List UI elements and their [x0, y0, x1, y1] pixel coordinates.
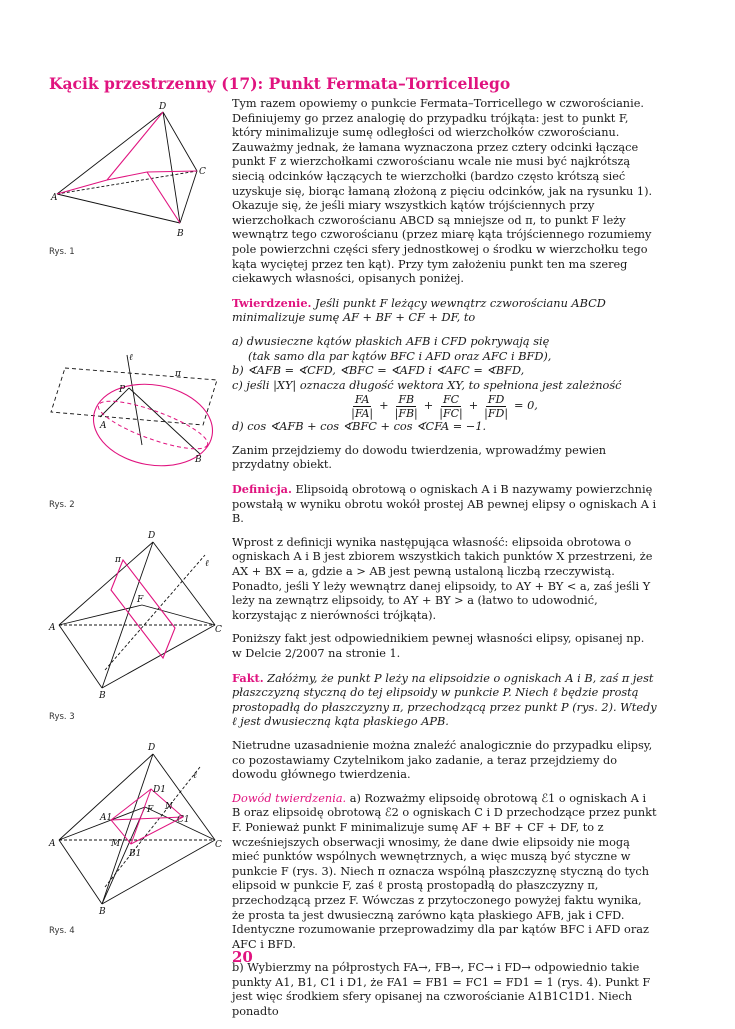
- plane-pi: [111, 560, 175, 658]
- frac-den-a: |FA|: [351, 407, 374, 421]
- definition: [232, 482, 657, 527]
- label-a1: A1: [100, 813, 113, 823]
- item-a: a) dwusieczne kątów płaskich AFB i CFD pokrywają się: [232, 334, 550, 348]
- label-d: D: [148, 531, 156, 541]
- proof-text: a) Rozważmy elipsoidę obrotową ℰ1 o ogniskach A i B oraz elipsoidę obrotową ℰ2 o ogniskach C i D przechodzące przez punkt F. Ponieważ punkt F minimalizuje sumę AF + BF + CF + DF, to z wcześniejszych obserwacji wnosimy, że dane dwie elipsoidy nie mogą mieć punktów wspólnych wewnętrznych, a więc muszą być styczne w punkcie F (rys. 3). Niech π oznacza wspólną płaszczyznę styczną do tych elipsoid w punkcie F, zaś ℓ prostą prostopadłą do płaszczyzny π, przechodzącą przez F. Wówczas z przytoczonego powyżej faktu wynika, że prosta ta jest dwusieczną zarówno kąta płaskiego AFB, jak i CFD. Identyczne rozumowanie przeprowadzimy dla par kątów BFC i AFD oraz AFC i BFD.: [232, 791, 657, 951]
- page-number: 20: [232, 948, 253, 966]
- theorem-text: Jeśli punkt F leżący wewnątrz czworościanu ABCD minimalizuje sumę AF + BF + CF + DF, to: [232, 296, 606, 325]
- theorem-items: [232, 335, 657, 435]
- definition-text: Elipsoidą obrotową o ogniskach A i B nazywamy powierzchnię powstałą w wyniku obrotu wokół prostej AB pewnej elipsy o ogniskach A i B.: [232, 483, 657, 526]
- label-a: A: [100, 421, 107, 431]
- edge-ac: [57, 171, 197, 194]
- vector-formula: [232, 393, 657, 420]
- edge-cb: [180, 171, 197, 223]
- caption-4: Rys. 4: [49, 926, 75, 936]
- label-d: D: [159, 102, 167, 112]
- label-f: F: [147, 805, 154, 815]
- label-a: A: [51, 193, 58, 203]
- label-d: D: [148, 743, 156, 753]
- plus-3: +: [468, 399, 479, 413]
- label-c: C: [199, 167, 206, 177]
- label-b1: B1: [129, 849, 142, 859]
- label-b: B: [177, 229, 184, 239]
- intro-paragraph: Tym razem opowiemy o punkcie Fermata–Torricellego w czworościanie. Definiujemy go przez analogię do przypadku trójkąta: jest to punkt F, który minimalizuje sumę odległości od wierzchołków czworościanu. Zauważmy jednak, że łamana wyznaczona przez cztery odcinki łączące punkt F z wierzchołkami czworościanu wcale nie musi być najkrótszą siecią odcinków łączących te wierzchołki (bardzo często krótszą sieć uzyskuje się, biorąc łamaną złożoną z pięciu odcinków, jak na rysunku 1). Okazuje się, że jeśli miary wszystkich kątów trójściennych przy wierzchołkach czworościanu ABCD są mniejsze od π, to punkt F leży wewnątrz tego czworościanu (przez miarę kąta trójściennego rozumiemy pole powierzchni części sfery jednostkowej o środku w wierzchołku tego kąta wyciętej przez ten kąt). Przy tym założeniu punkt ten ma szereg ciekawych własności, opisanych poniżej.: [232, 97, 653, 286]
- steiner-network: [57, 112, 197, 223]
- frac-den-d: |FD|: [484, 407, 509, 421]
- plus-1: +: [379, 399, 389, 413]
- label-b: B: [99, 907, 106, 917]
- tetrahedron-a1b1c1d1: [111, 789, 183, 844]
- item-d: d) cos ∢AFB + cos ∢BFC + cos ∢CFA = −1.: [232, 420, 487, 434]
- label-p: P: [119, 385, 126, 395]
- caption-3: Rys. 3: [49, 712, 75, 722]
- label-f: F: [137, 595, 144, 605]
- frac-num-b: FB: [398, 393, 415, 407]
- caption-1: Rys. 1: [49, 247, 75, 257]
- label-n: N: [165, 802, 173, 812]
- item-a-cont: (tak samo dla par kątów BFC i AFD oraz AFC i BFD),: [248, 349, 552, 363]
- main-column: [232, 97, 657, 1029]
- theorem: [232, 296, 657, 326]
- edge-db: [163, 112, 180, 223]
- property-paragraph: Wprost z definicji wynika następująca własność: elipsoida obrotowa o ogniskach A i B jest zbiorem wszystkich takich punktów X przestrzeni, że AX + BX = a, gdzie a > AB jest pewną ustaloną liczbą rzeczywistą. Ponadto, jeśli Y leży wewnątrz danej elipsoidy, to AY + BY < a, zaś jeśli Y leży na zewnątrz elipsoidy, to AY + BY > a (łatwo to udowodnić, korzystając z nierówności trójkąta).: [232, 535, 653, 622]
- formula-rhs: = 0,: [514, 399, 538, 413]
- frac-num-a: FA: [354, 393, 370, 407]
- edge-ab: [57, 194, 180, 223]
- label-ell: ℓ: [193, 771, 197, 781]
- label-d1: D1: [153, 785, 166, 795]
- fact-text: Załóżmy, że punkt P leży na elipsoidzie o ogniskach A i B, zaś π jest płaszczyzną styczną do tej elipsoidy w punkcie P. Niech ℓ będzie prostą prostopadłą do płaszczyzny π, przechodzącą przez punkt P (rys. 2). Wtedy ℓ jest dwusieczną kąta płaskiego APB.: [232, 671, 657, 729]
- frac-den-b: |FB|: [394, 407, 418, 421]
- theorem-label: Twierdzenie.: [232, 295, 312, 310]
- label-b: B: [99, 691, 106, 700]
- line-ell: [105, 555, 205, 670]
- pre-proof-paragraph: Zanim przejdziemy do dowodu twierdzenia, wprowadźmy pewien przydatny obiekt.: [232, 443, 607, 472]
- proof-label: Dowód twierdzenia.: [232, 791, 347, 805]
- label-pi: π: [115, 555, 121, 565]
- frac-num-c: FC: [442, 393, 459, 407]
- delta-reference-paragraph: Poniższy fakt jest odpowiednikiem pewnej własności elipsy, opisanej np. w Delcie 2/2007 na stronie 1.: [232, 632, 645, 660]
- figure-4: [45, 742, 225, 917]
- label-a: A: [49, 623, 56, 633]
- edge-dc: [163, 112, 197, 171]
- label-ell: ℓ: [129, 353, 133, 363]
- label-c: C: [215, 625, 222, 635]
- caption-2: Rys. 2: [49, 500, 75, 510]
- label-ell: ℓ: [205, 559, 209, 569]
- line-ell: [127, 355, 142, 445]
- item-b: b) ∢AFB = ∢CFD, ∢BFC = ∢AFD i ∢AFC = ∢BFD,: [232, 364, 525, 378]
- figure-2: [45, 350, 220, 470]
- proof: [232, 792, 657, 953]
- transition-paragraph: Nietrudne uzasadnienie można znaleźć analogicznie do przypadku elipsy, co pozostawiamy Czytelnikom jako zadanie, a teraz przejdziemy do dowodu głównego twierdzenia.: [232, 738, 653, 782]
- definition-label: Definicja.: [232, 482, 292, 497]
- figure-1: [45, 100, 215, 245]
- label-a: A: [49, 839, 56, 849]
- frac-den-c: |FC|: [439, 407, 463, 421]
- figure-3: [45, 530, 225, 700]
- frac-num-d: FD: [487, 393, 505, 407]
- article-title: Kącik przestrzenny (17): Punkt Fermata–Torricellego: [49, 74, 511, 93]
- plus-2: +: [423, 399, 434, 413]
- edge-da: [57, 112, 163, 194]
- label-c1: C1: [177, 815, 190, 825]
- fact: [232, 671, 657, 730]
- label-c: C: [215, 840, 222, 850]
- item-c: c) jeśli |XY| oznacza długość wektora XY, to spełniona jest zależność: [232, 378, 622, 392]
- label-b: B: [195, 455, 202, 465]
- fact-label: Fakt.: [232, 670, 264, 685]
- label-pi: π: [175, 369, 181, 379]
- proof-part-b: b) Wybierzmy na półprostych FA→, FB→, FC→ i FD→ odpowiednio takie punkty A1, B1, C1 i D1, że FA1 = FB1 = FC1 = FD1 = 1 (rys. 4). Punkt F jest więc środkiem sfery opisanej na czworościanie A1B1C1D1. Niech ponadto: [232, 961, 651, 1019]
- label-m: M: [111, 839, 121, 849]
